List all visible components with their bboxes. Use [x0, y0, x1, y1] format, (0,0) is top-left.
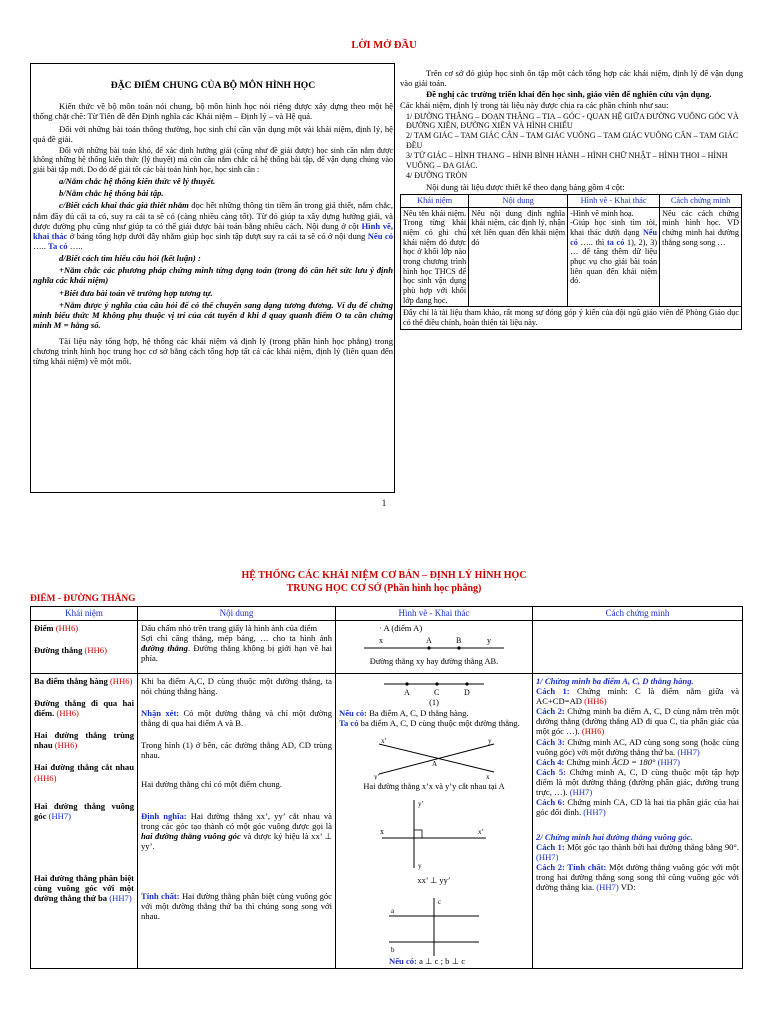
concept-diem [34, 623, 134, 633]
ta-co-label: Ta có [339, 717, 359, 728]
proof-title: 2/ Chứng minh hai đường thẳng vuông góc. [536, 831, 693, 842]
cell-text: -Giúp học sinh tìm tòi, khai thác dưới dạng [570, 218, 658, 238]
svg-text:y: y [418, 861, 422, 870]
content-text: Hai đường thẳng phân biệt cùng vuông góc với một đường thẳng thứ ba thì chúng song song với nhau. [141, 891, 332, 922]
table-row [31, 673, 138, 968]
svg-text:B: B [456, 635, 462, 645]
svg-text:a: a [391, 906, 395, 915]
concept-content [141, 708, 332, 728]
svg-text:b: b [391, 945, 395, 954]
point-a-caption: · A (điểm A) [379, 622, 423, 633]
ta-co-label: Ta có [48, 241, 68, 252]
svg-text:y: y [488, 737, 492, 745]
system-title-line2: TRUNG HỌC CƠ SỞ (Phần hình học phẳng) [286, 582, 482, 594]
part-list-item: 4/ ĐƯỜNG TRÒN [406, 171, 468, 181]
grade-label: (HH6) [34, 772, 57, 783]
grade-label: (HH6) [56, 707, 79, 718]
figure-label: (1) [429, 697, 439, 707]
svg-text:A: A [404, 687, 410, 697]
note-text: Ba điểm A, C, D thẳng hàng. [366, 707, 469, 718]
table-footer-note: Đây chỉ là tài liệu tham khảo, rất mong sự đóng góp ý kiến của đội ngũ giáo viên để Phòng Giáo dục có thể điều chỉnh, hoàn thiện tài liệu này. [401, 307, 742, 329]
grade-label: (HH6) [581, 726, 605, 737]
method-label: Cách 6: [536, 797, 565, 808]
figure-note [339, 956, 529, 966]
method-label: Cách 3: [536, 736, 565, 747]
proof-methods-cell [533, 673, 743, 968]
concept-content: Dấu chấm nhỏ trên trang giấy là hình ảnh của điểm [141, 622, 318, 633]
table-cell [138, 620, 336, 673]
svg-text:A: A [426, 635, 432, 645]
method-text: Chứng minh A, C, D cùng thuộc một tập hợp điểm là một đường thẳng (đường phân giác, đường trung trực, …). [536, 766, 740, 798]
dots: ….. [67, 241, 83, 252]
concepts-table [30, 606, 743, 969]
table-cell: Nêu nội dung định nghĩa khái niệm, các định lý, nhận xét liên quan đến khái niệm đó [469, 207, 568, 307]
concept-name: Ba điểm thẳng hàng [34, 675, 108, 686]
figure-cell [336, 620, 533, 673]
concept-name: Đường thẳng đi qua hai điểm. [34, 697, 134, 718]
grade-label: (HH6) [584, 695, 607, 706]
method-text: Chứng minh: C là điểm nằm giữa và AC+CD=AD [536, 685, 740, 706]
content-text: . Đường thẳng không bị giới hạn về hai phía. [141, 642, 333, 664]
item-c-text: đọc hết những thông tin tiềm ẩn trong giả thiết, nắm chắc, nắm đầy đủ cái ta có, suy ra cái ta sẽ có (càng nhiều càng tốt). Từ đó giúp ta xây dựng hướng giải, và được đường phụ cũng như giúp ta có thể giải được bài toán bằng nhiều cách. Nội dung ở cột [33, 200, 393, 231]
item-c-text2: ở bảng tổng hợp dưới đây nhằm giúp học sinh tập dượt suy ra cái ta sẽ có ở nội dung [67, 230, 368, 241]
method-label: Cách 2: [536, 862, 565, 873]
grade-label: (HH7) [583, 807, 606, 818]
content-emphasis: đường thẳng [141, 642, 188, 653]
intro-text [33, 72, 393, 369]
method-label: Cách 4: [536, 756, 565, 767]
concept-trung-nhau [34, 730, 134, 750]
proof-method [536, 757, 739, 767]
method-text: Chứng minh [564, 756, 612, 767]
figure-caption: Hai đường thẳng x’x và y’y cắt nhau tại A [363, 781, 505, 791]
method-text: Một đường thẳng vuông góc với một trong hai đường thẳng song song thì cũng vuông góc với đường thẳng kia. [536, 862, 740, 893]
grade-label: (HH7) [677, 746, 700, 757]
section-heading: ĐIỂM - ĐƯỜNG THẲNG [30, 594, 136, 604]
part-list-item: 1/ ĐƯỜNG THẲNG – ĐOẠN THẲNG – TIA – GÓC - QUAN HỆ GIỮA ĐƯỜNG VUÔNG GÓC VÀ ĐƯỜNG XIÊN, ĐƯỜNG XIÊN VÀ HÌNH CHIẾU [406, 111, 739, 130]
table-cell [138, 673, 336, 968]
grade-label: (HH7) [109, 893, 132, 904]
content-label: Định nghĩa: [141, 810, 187, 821]
intro-paragraph: Tài liệu này tổng hợp, hệ thống các khái niệm và định lý (trong phần hình học phẳng) trong chương trình hình học trung học cơ sở bằng cách tổng hợp tất cả các khái niệm, định lý (liên quan đến từng khái niệm) về một mối. [33, 336, 393, 367]
concept-content: Hai đường thẳng chỉ có một điểm chung. [141, 778, 282, 789]
intro-item-d: d/Biết cách tìm hiểu câu hỏi (kết luận) : [59, 253, 201, 264]
method-label: Cách 1: [536, 685, 570, 696]
content-text: và được ký hiệu là xx’ ⊥ yy’. [141, 830, 333, 852]
content-label: Tính chất: [141, 891, 180, 902]
intro-item-b: b/Nắm chắc hệ thống bài tập. [59, 188, 164, 199]
method-text: Chứng minh ba điểm A, C, D cùng nằm trên một đường thẳng (đường thẳng AD đi qua C, tia phân giác của một góc …). [536, 706, 739, 737]
cell-text: ….. thì [577, 237, 607, 247]
content-text: Hai đường thẳng xx’, yy’ cắt nhau và trong các góc tạo thành có một góc vuông được gọi là [141, 810, 332, 831]
grade-label: (HH7) [536, 851, 559, 862]
proof-method [536, 767, 739, 797]
system-title [0, 570, 768, 595]
method-label: Cách 2: [536, 706, 565, 717]
cell-text: 1), 2), 3) … để tăng thêm dữ liệu phục vụ cho giải bài toán liên quan đến khái niệm đó. [570, 237, 658, 286]
figure-label: A (điểm A) [383, 622, 423, 633]
concept-name: Hai đường thẳng phân biệt cùng vuông góc với một đường thẳng thứ ba [34, 872, 134, 904]
proof-method [536, 686, 739, 706]
intro-right-paragraph: Nội dung tài liệu được thiết kế theo dạng bảng gồm 4 cột: [426, 181, 625, 192]
neu-co-label: Nếu có [367, 230, 393, 241]
concept-content [141, 891, 332, 921]
column-header: Hình vẽ - Khai thác [568, 194, 660, 207]
intro-right-column [400, 68, 743, 330]
intro-paragraph: Đối với những bài toán thông thường, học sinh chỉ cần vận dụng một vài khái niệm, định lý, hệ quả đề giải. [33, 123, 393, 144]
method-text: Chứng minh AC, AD cùng song song (hoặc cùng vuông góc) với một đường thẳng thứ ba. [536, 736, 740, 757]
svg-text:x: x [486, 772, 490, 780]
cell-text: -Hình vẽ minh hoạ. [570, 208, 634, 218]
intro-paragraph: Kiến thức về bộ môn toán nói chung, bộ môn hình học nói riêng được xây dựng theo một hệ thống chặt chẽ: Từ Tiên đề đến Định nghĩa các Khái niệm – Định lý – và Hệ quả. [33, 101, 393, 122]
concept-name: Hai đường thẳng cắt nhau [34, 762, 134, 773]
concept-ba-diem [34, 676, 134, 686]
column-header: Nội dung [469, 194, 568, 207]
note-text: a ⊥ c ; b ⊥ c [416, 955, 466, 966]
note-text: ba điểm A, C, D cùng thuộc một đường thẳng. [358, 717, 520, 728]
method-text: VD: [618, 882, 636, 893]
table-cell [568, 207, 660, 307]
concept-content: Khi ba điểm A,C, D cùng thuộc một đường thẳng, ta nói chúng thẳng hàng. [141, 675, 332, 696]
neu-co-label: Nếu có [570, 228, 658, 247]
svg-text:x: x [379, 635, 383, 645]
method-text: Một góc tạo thành bởi hai đường thẳng bằng 90°. [564, 841, 740, 852]
concept-qua-hai-diem [34, 698, 134, 718]
method-label: Tính chất: [564, 862, 607, 873]
neu-co-label: Nếu có: [389, 955, 417, 966]
content-text: Có một đường thẳng và chỉ một đường thẳng đi qua hai điểm A và B. [141, 707, 333, 729]
svg-text:D: D [464, 687, 470, 697]
figure-cell [336, 673, 533, 968]
column-header: Hình vẽ - Khai thác [336, 607, 533, 621]
proof-method [536, 862, 739, 892]
column-header: Cách chứng minh [533, 607, 743, 621]
table-cell: Nêu các cách chứng minh hình học. VD chứng minh hai đường thẳng song song … [660, 207, 742, 307]
collinear-points-figure [379, 676, 489, 698]
neu-co-label: Nếu có: [339, 707, 367, 718]
angle-formula: ÂCD = 180° [611, 756, 656, 767]
intro-heading: ĐẶC ĐIỂM CHUNG CỦA BỘ MÔN HÌNH HỌC [110, 80, 316, 91]
grade-label: (HH7) [48, 810, 72, 821]
intro-item-a: a/Nắm chắc hệ thống kiến thức về lý thuyết. [59, 176, 216, 187]
concept-content [141, 811, 332, 852]
table-cell [533, 620, 743, 673]
svg-text:A: A [432, 759, 438, 768]
svg-text:x: x [380, 826, 384, 836]
svg-text:c: c [438, 897, 442, 906]
concept-name: Điểm [34, 622, 54, 633]
intro-item-c [33, 200, 393, 251]
grade-label: (HH6) [109, 675, 133, 686]
figure-note [339, 708, 529, 718]
grade-label: (HH7) [657, 756, 681, 767]
method-text: Chứng minh CA, CD là hai tia phân giác của hai góc đối đỉnh. [536, 797, 739, 818]
column-header: Khái niệm [401, 194, 469, 207]
table-row [31, 620, 138, 673]
content-text: Sợi chỉ căng thẳng, mép bảng, … cho ta hình ảnh [141, 632, 332, 643]
grade-label: (HH7) [596, 882, 619, 893]
part-list-item: 2/ TAM GIÁC – TAM GIÁC CÂN – TAM GIÁC VUÔNG – TAM GIÁC VUÔNG CÂN – TAM GIÁC ĐỀU [406, 131, 739, 150]
svg-text:y: y [487, 635, 491, 645]
figure-note [339, 718, 529, 728]
parallel-perpendicular-figure [379, 896, 489, 956]
proof-method [536, 842, 739, 862]
intro-right-paragraph: Các khái niệm, định lý trong tài liệu này được chia ra các phần chính như sau: [400, 100, 669, 111]
figure-caption: xx’ ⊥ yy’ [417, 875, 451, 885]
dots: ….. [33, 241, 46, 252]
system-title-line1: HỆ THỐNG CÁC KHÁI NIỆM CƠ BẢN – ĐỊNH LÝ HÌNH HỌC [241, 570, 527, 581]
concept-name: Hai đường thẳng trùng nhau [34, 730, 134, 751]
page-number: 1 [381, 498, 387, 508]
intro-right-paragraph: Trên cơ sở đó giúp học sinh ôn tập một cách tổng hợp các khái niệm, định lý để vận dụng vào giải toán. [400, 68, 743, 89]
method-label: Cách 5: [536, 766, 566, 777]
perpendicular-lines-figure [374, 796, 494, 874]
concept-vuong-goc [34, 801, 134, 821]
proof-method [536, 706, 739, 736]
column-header: Cách chứng minh [660, 194, 742, 207]
concept-duong-thang [34, 645, 134, 655]
item-c-blue: Hình vẽ, khai thác [33, 220, 393, 241]
concept-content: Trong hình (1) ở bên, các đường thẳng AD, CD trùng nhau. [141, 740, 332, 761]
columns-description-table [400, 194, 742, 330]
svg-text:x’: x’ [381, 737, 387, 745]
figure-caption: Đường thẳng xy hay đường thẳng AB. [369, 656, 499, 666]
intro-right-proposal: Đề nghị các trường triển khai đến học sinh, giáo viên để nghiên cứu vận dụng. [426, 89, 712, 100]
grade-label: (HH6) [84, 644, 107, 655]
proof-title: 1/ Chứng minh ba điểm A, C, D thẳng hàng. [536, 675, 694, 686]
intro-paragraph: Đối với những bài toán khó, để xác định hướng giải (cũng như đề giải được) học sinh cần nắm được không những hệ thống kiến thức (lý thuyết) mà còn cần nắm chắc cả hệ thống bài tập, để vận dụng chúng vào giải bài tập mới. Do đó để giải tốt các bài toán hình học, học sinh cần : [33, 145, 393, 174]
grade-label: (HH6) [55, 622, 79, 633]
concept-name: Đường thẳng [34, 644, 83, 655]
concept-phan-biet [34, 873, 134, 903]
ta-co-label: ta có [606, 237, 625, 247]
grade-label: (HH6) [54, 740, 78, 751]
grade-label: (HH7) [569, 787, 593, 798]
intro-frame [30, 63, 395, 493]
concept-content [141, 633, 332, 663]
intro-item-d3: +Nắm được ý nghĩa của câu hỏi để có thể chuyển sang dạng tương đương. Ví dụ để chứng minh biểu thức M không phụ thuộc vị trí của cát tuyến d khi d quay quanh điểm O ta cần chứng minh M = hằng số. [33, 299, 393, 331]
part-list-item: 3/ TỨ GIÁC – HÌNH THANG – HÌNH BÌNH HÀNH – HÌNH CHỮ NHẬT – HÌNH THOI – HÌNH VUÔNG – ĐA GIÁC. [406, 151, 728, 170]
intro-item-d2: +Biết đưa bài toán về trường hợp tương tự. [59, 287, 213, 298]
content-label: Nhận xét: [141, 707, 180, 718]
item-c-head: c/Biết cách khai thác giả thiết nhằm [59, 200, 192, 211]
svg-text:y’: y’ [418, 799, 424, 808]
concept-cat-nhau [34, 762, 134, 782]
concept-name: Hai đường thẳng vuông góc [34, 800, 134, 821]
column-header: Nội dung [138, 607, 336, 621]
line-xy-figure [359, 633, 509, 655]
svg-text:x’: x’ [478, 827, 484, 836]
intro-item-d1: +Nắm chắc các phương pháp chứng minh từng dạng toán (trong đó cần hết sức lưu ý định nghĩa các khái niệm) [33, 265, 393, 286]
proof-method [536, 797, 739, 817]
svg-text:y’: y’ [374, 772, 380, 780]
method-label: Cách 1: [536, 841, 565, 852]
content-emphasis: hai đường thẳng vuông góc [141, 830, 241, 841]
table-cell: Nêu tên khái niệm. Trong từng khái niệm có ghi chú khái niệm đó được học ở khối lớp nào trong chương trình hình học THCS để học sinh vận dụng phù hợp với khối lớp đang học. [401, 207, 469, 307]
svg-text:C: C [434, 687, 440, 697]
column-header: Khái niệm [31, 607, 138, 621]
page-title: LỜI MỞ ĐẦU [351, 40, 417, 51]
proof-method [536, 737, 739, 757]
intersecting-lines-figure [364, 738, 504, 780]
